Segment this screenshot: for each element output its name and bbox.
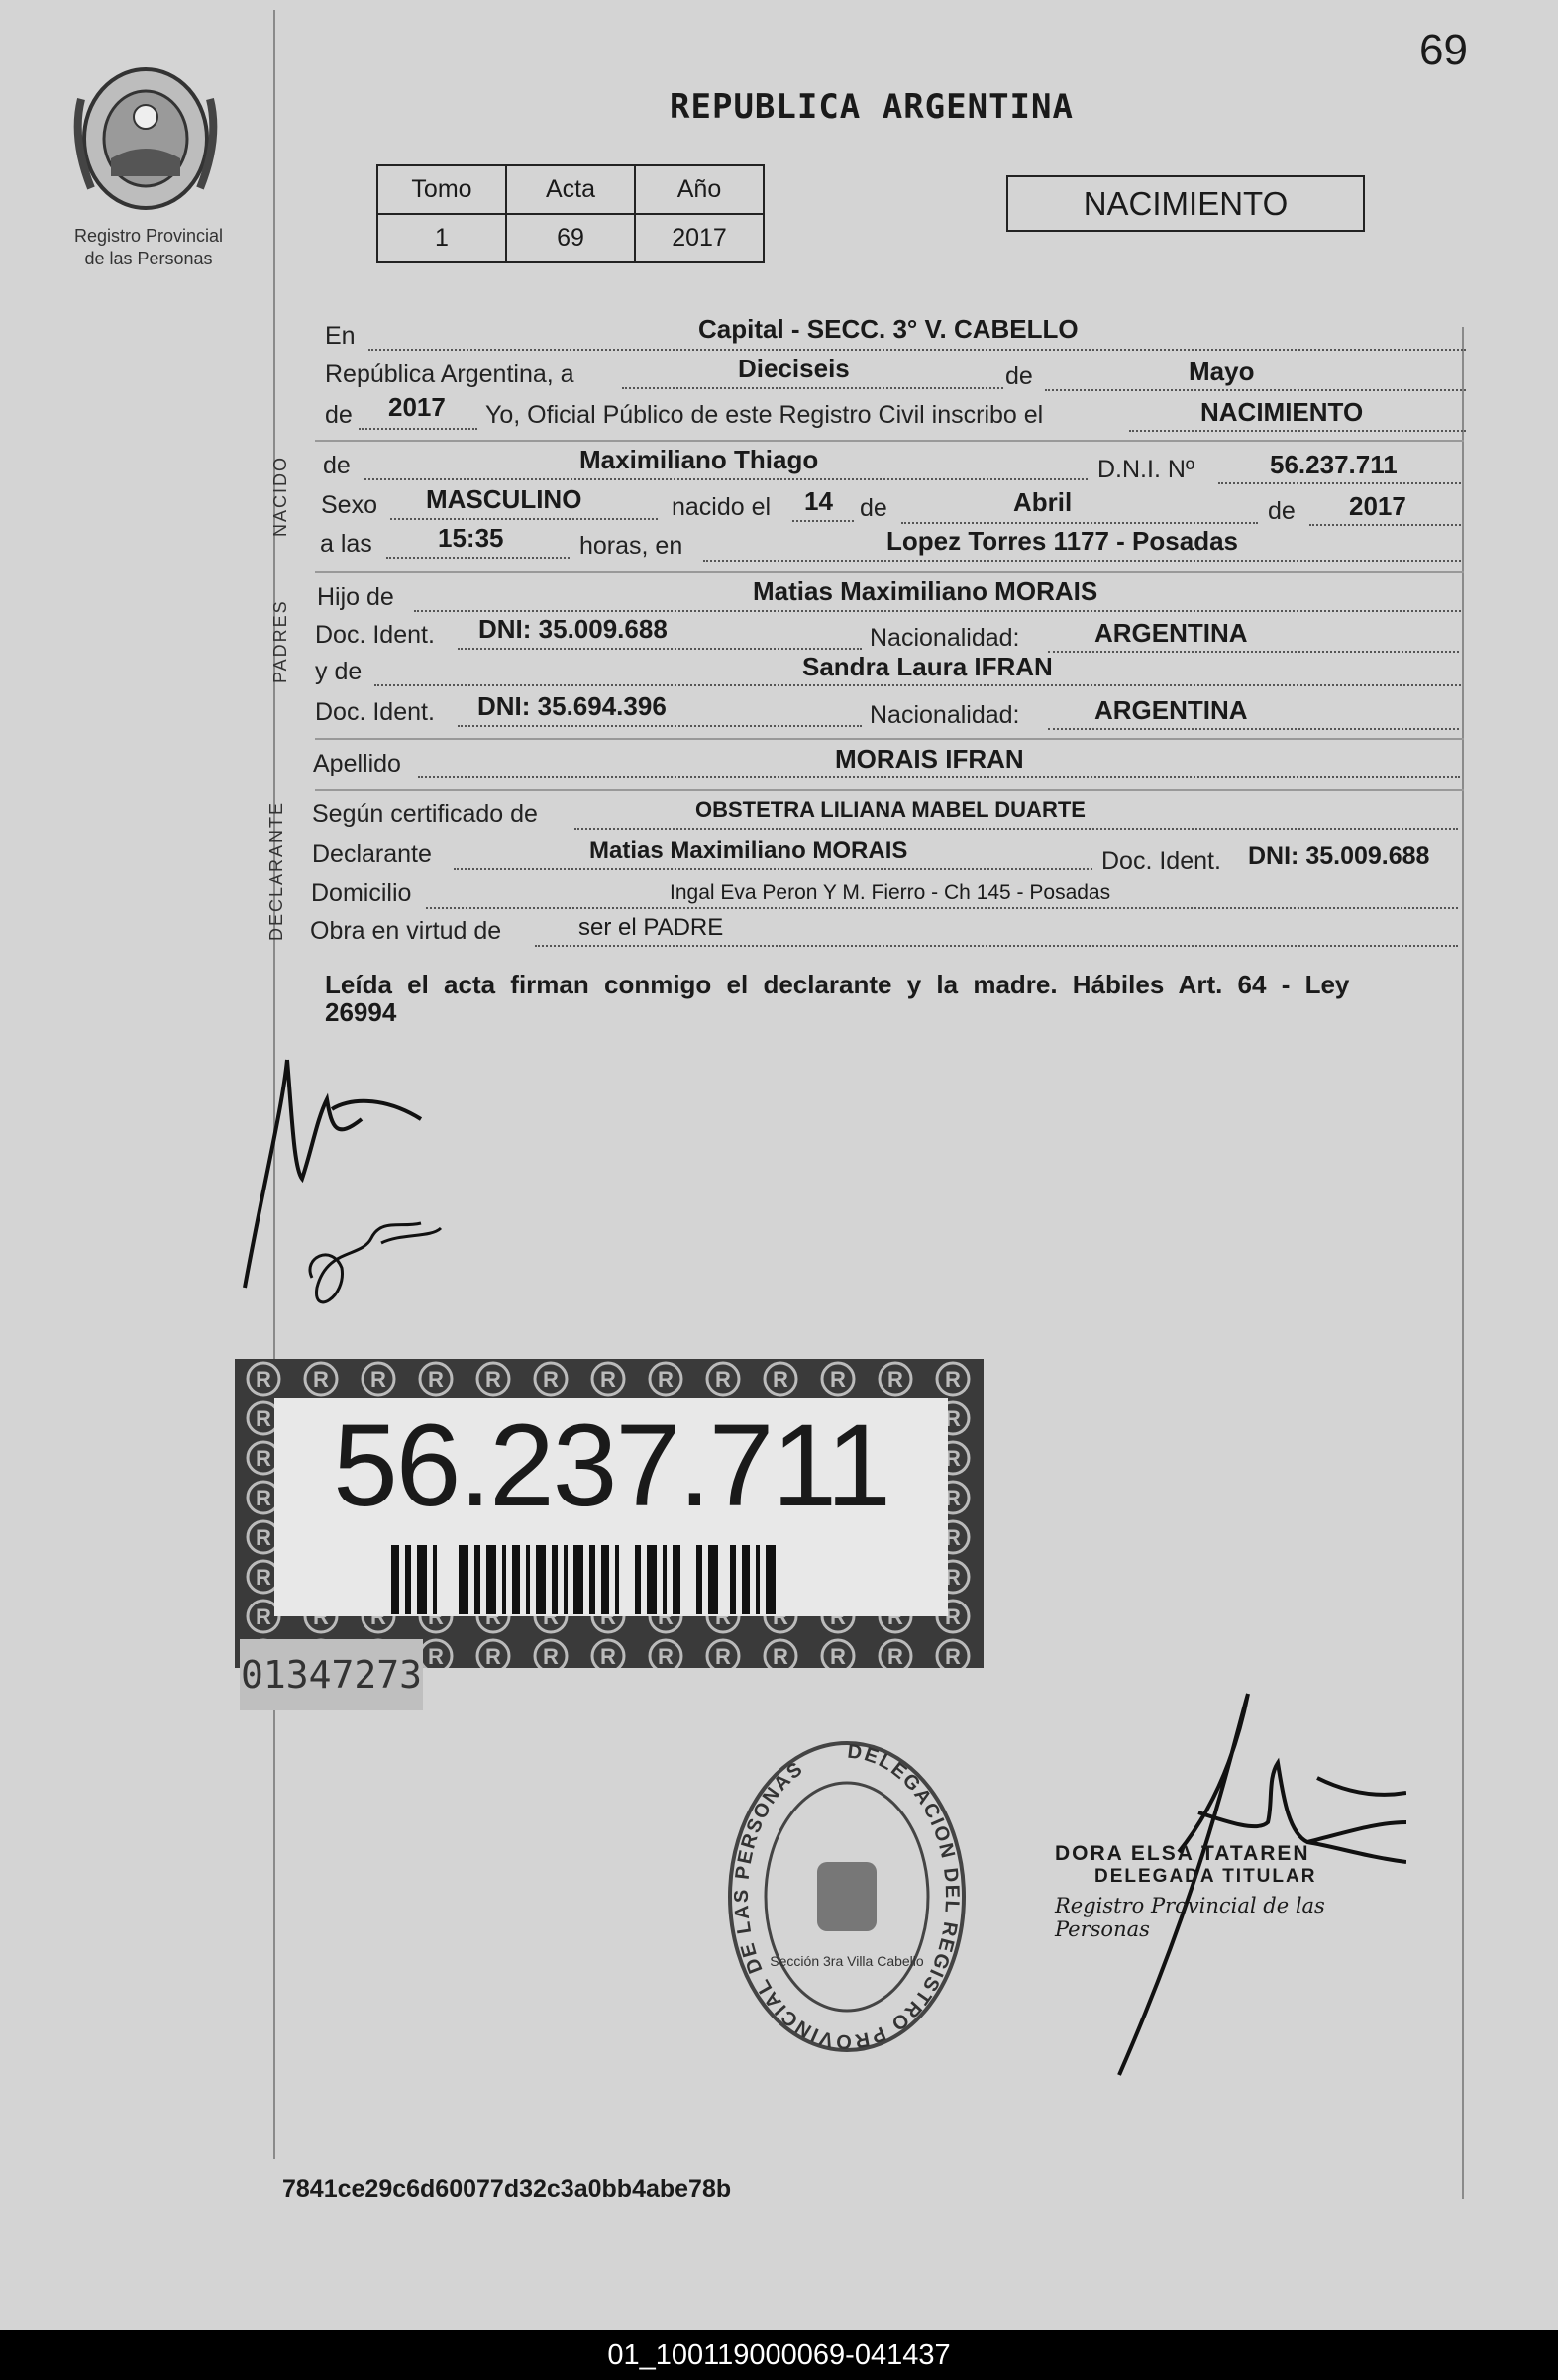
section-separator	[315, 440, 1464, 442]
dotted-line	[1129, 430, 1466, 432]
logo-caption	[50, 225, 248, 270]
child-dni: 56.237.711	[1270, 450, 1398, 479]
value-tomo: 1	[377, 214, 506, 262]
apellido-value: MORAIS IFRAN	[835, 744, 1024, 774]
dotted-line	[535, 945, 1458, 947]
place-value: Capital - SECC. 3° V. CABELLO	[698, 314, 1079, 344]
nacionalidad-label: Nacionalidad:	[870, 624, 1020, 652]
page-number: 69	[1419, 26, 1468, 74]
certificado-value: OBSTETRA LILIANA MABEL DUARTE	[695, 797, 1086, 822]
dotted-line	[1218, 482, 1461, 484]
declarante-doc: DNI: 35.009.688	[1248, 842, 1430, 870]
domicilio-value: Ingal Eva Peron Y M. Fierro - Ch 145 - Posadas	[670, 881, 1111, 904]
de-label: de	[1268, 497, 1296, 525]
birth-hour: 15:35	[438, 523, 504, 553]
alas-label: a las	[320, 530, 372, 558]
section-label-declarante: DECLARANTE	[266, 800, 286, 941]
section-separator	[315, 571, 1464, 573]
de-label: de	[325, 401, 353, 429]
father-doc: DNI: 35.009.688	[478, 614, 668, 644]
section-label-nacido: NACIDO	[270, 455, 290, 537]
dotted-line	[368, 349, 1466, 351]
father-name: Matias Maximiliano MORAIS	[753, 576, 1098, 606]
province-crest-logo	[61, 59, 230, 218]
dotted-line	[386, 557, 570, 559]
declarante-value: Matias Maximiliano MORAIS	[589, 837, 908, 864]
record-table	[376, 164, 765, 263]
apellido-label: Apellido	[313, 750, 401, 777]
official-seal	[723, 1733, 971, 2060]
event-value: NACIMIENTO	[1200, 397, 1364, 427]
officer-org: Registro Provincial de las Personas	[1055, 1894, 1325, 1941]
section-separator	[315, 738, 1464, 740]
dotted-line	[454, 868, 1092, 870]
sexo-value: MASCULINO	[426, 484, 582, 514]
officer-stamp	[1055, 1842, 1392, 1941]
dotted-line	[574, 828, 1458, 830]
horas-label: horas, en	[579, 532, 683, 560]
dotted-line	[458, 725, 862, 727]
officer-name: DORA ELSA TATAREN	[1055, 1842, 1310, 1865]
dotted-line	[1309, 524, 1461, 526]
dotted-line	[418, 776, 1460, 778]
dotted-line	[1048, 651, 1459, 653]
dni-label: D.N.I. Nº	[1097, 456, 1195, 483]
dotted-line	[364, 478, 1088, 480]
dotted-line	[1048, 728, 1459, 730]
id-sticker	[235, 1359, 984, 1668]
domicilio-label: Domicilio	[311, 880, 412, 907]
serial-number: 01347273	[240, 1639, 423, 1710]
doc-ident-label: Doc. Ident.	[1101, 847, 1221, 875]
barcode	[391, 1545, 847, 1614]
dotted-line	[1045, 389, 1466, 391]
dotted-line	[374, 684, 1461, 686]
year-value: 2017	[388, 392, 446, 422]
de-label: de	[323, 452, 351, 479]
child-name: Maximiliano Thiago	[579, 445, 819, 474]
birth-year: 2017	[1349, 491, 1406, 521]
dotted-line	[703, 560, 1461, 562]
en-label: En	[325, 322, 356, 350]
mother-doc: DNI: 35.694.396	[477, 691, 667, 721]
certificado-label: Según certificado de	[312, 800, 538, 828]
de-label: de	[1005, 362, 1033, 390]
de-label: de	[860, 494, 887, 522]
header-acta: Acta	[506, 165, 635, 214]
header-tomo: Tomo	[377, 165, 506, 214]
record-type-box: NACIMIENTO	[1006, 175, 1365, 232]
yde-label: y de	[315, 658, 363, 685]
sticker-number: 56.237.711	[333, 1400, 889, 1531]
birth-month: Abril	[1013, 487, 1073, 517]
hijo-label: Hijo de	[317, 583, 394, 611]
value-acta: 69	[506, 214, 635, 262]
logo-caption-line1: Registro Provincial	[73, 226, 224, 246]
logo-caption-line2: de las Personas	[84, 249, 213, 268]
mother-nationality: ARGENTINA	[1094, 695, 1248, 725]
seal-inner-text: Sección 3ra Villa Cabello	[770, 1953, 924, 1969]
closing-note: Leída el acta firman conmigo el declarante y la madre. Hábiles Art. 64 - Ley 26994	[325, 970, 1350, 1027]
birth-place: Lopez Torres 1177 - Posadas	[886, 526, 1238, 556]
dotted-line	[390, 518, 658, 520]
obra-value: ser el PADRE	[578, 914, 724, 941]
sexo-label: Sexo	[321, 491, 377, 519]
republica-label: República Argentina, a	[325, 361, 574, 388]
dotted-line	[792, 520, 854, 522]
value-ano: 2017	[635, 214, 764, 262]
day-value: Dieciseis	[738, 354, 850, 383]
section-label-padres: PADRES	[270, 599, 290, 683]
declarante-label: Declarante	[312, 840, 432, 868]
birth-day: 14	[804, 486, 833, 516]
doc-ident-label: Doc. Ident.	[315, 698, 435, 726]
obra-label: Obra en virtud de	[310, 917, 502, 945]
doc-ident-label: Doc. Ident.	[315, 621, 435, 649]
seal-ring-text: DELEGACION DEL REGISTRO PROVINCIAL DE LAS PERSONAS	[730, 1740, 964, 2053]
nacionalidad-label: Nacionalidad:	[870, 701, 1020, 729]
nacido-label: nacido el	[672, 493, 772, 521]
dotted-line	[458, 648, 862, 650]
document-title: REPUBLICA ARGENTINA	[670, 87, 1074, 127]
footer-id: 01_100119000069-041437	[0, 2330, 1558, 2380]
oficial-text: Yo, Oficial Público de este Registro Civil inscribo el	[485, 401, 1044, 429]
section-separator	[315, 789, 1464, 791]
document-hash: 7841ce29c6d60077d32c3a0bb4abe78b	[282, 2175, 732, 2203]
month-value: Mayo	[1189, 357, 1255, 386]
dotted-line	[901, 522, 1258, 524]
header-ano: Año	[635, 165, 764, 214]
dotted-line	[426, 907, 1458, 909]
dotted-line	[622, 387, 1003, 389]
mother-name: Sandra Laura IFRAN	[802, 652, 1053, 681]
father-nationality: ARGENTINA	[1094, 618, 1248, 648]
dotted-line	[359, 428, 477, 430]
officer-title: DELEGADA TITULAR	[1094, 1866, 1317, 1887]
right-border-line	[1462, 327, 1464, 2199]
dotted-line	[414, 610, 1461, 612]
declarant-signature	[233, 1030, 451, 1327]
sticker-inner	[274, 1398, 948, 1616]
